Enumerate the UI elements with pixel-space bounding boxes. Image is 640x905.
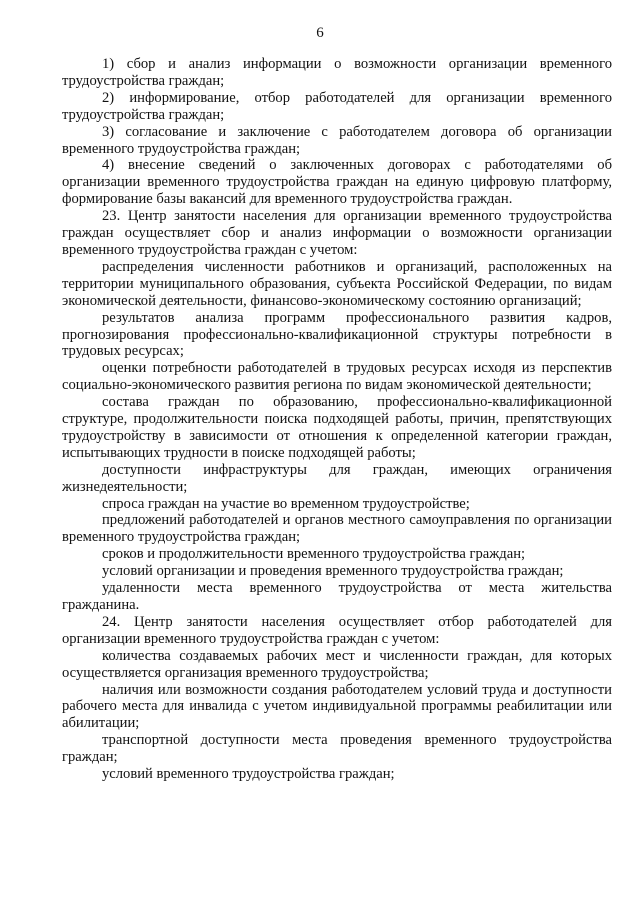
paragraph-distance: удаленности места временного трудоустройства от места жительства гражданина. bbox=[62, 580, 612, 613]
paragraph-demand-assessment: оценки потребности работодателей в трудовых ресурсах исходя из перспектив социально-экономического развития региона по видам экономической деятельности; bbox=[62, 360, 612, 394]
paragraph-item-1: 1) сбор и анализ информации о возможности организации временного трудоустройства граждан; bbox=[62, 56, 612, 89]
paragraph-terms-duration: сроков и продолжительности временного трудоустройства граждан; bbox=[102, 546, 526, 563]
document-body bbox=[62, 56, 612, 783]
paragraph-transport-access: транспортной доступности места проведения временного трудоустройства граждан; bbox=[62, 732, 612, 766]
paragraph-citizen-demand: спроса граждан на участие во временном трудоустройстве; bbox=[102, 495, 470, 512]
paragraph-item-4: 4) внесение сведений о заключенных договорах с работодателями об организации временного трудоустройства граждан на единую цифровую платформу, формирование базы вакансий для временного трудоустройства граждан. bbox=[62, 157, 612, 208]
paragraph-infrastructure-access: доступности инфраструктуры для граждан, имеющих ограничения жизнедеятельности; bbox=[62, 461, 612, 495]
paragraph-conditions: условий организации и проведения временного трудоустройства граждан; bbox=[102, 563, 564, 580]
paragraph-clause-24: 24. Центр занятости населения осуществляет отбор работодателей для организации временного трудоустройства граждан с учетом: bbox=[62, 613, 612, 647]
paragraph-analysis-results: результатов анализа программ профессионального развития кадров, прогнозирования профессионально-квалификационной структуры потребности в трудовых ресурсах; bbox=[62, 309, 612, 360]
paragraph-clause-23: 23. Центр занятости населения для организации временного трудоустройства граждан осуществляет сбор и анализ информации о возможности организации временного трудоустройства граждан с учетом: bbox=[62, 208, 612, 258]
paragraph-citizen-composition: состава граждан по образованию, профессионально-квалификационной структуре, продолжительности поиска подходящей работы, причин, препятствующих трудоустройству в зависимости от отношения к определенной категории граждан, испытывающих трудности в поиске подходящей работы; bbox=[62, 394, 612, 461]
paragraph-item-3: 3) согласование и заключение с работодателем договора об организации временного трудоустройства граждан; bbox=[62, 123, 612, 157]
paragraph-distribution: распределения численности работников и организаций, расположенных на территории муниципального образования, субъекта Российской Федерации, по видам экономической деятельности, финансово-экономическому состоянию организаций; bbox=[62, 258, 612, 309]
paragraph-employment-conditions: условий временного трудоустройства граждан; bbox=[102, 766, 395, 783]
paragraph-employer-proposals: предложений работодателей и органов местного самоуправления по организации временного трудоустройства граждан; bbox=[62, 512, 612, 546]
paragraph-workplaces-count: количества создаваемых рабочих мест и численности граждан, для которых осуществляется организация временного трудоустройства; bbox=[62, 647, 612, 681]
page-number: 6 bbox=[316, 25, 324, 41]
paragraph-disability-conditions: наличия или возможности создания работодателем условий труда и доступности рабочего места для инвалида с учетом индивидуальной программы реабилитации или абилитации; bbox=[62, 681, 612, 732]
paragraph-item-2: 2) информирование, отбор работодателей для организации временного трудоустройства граждан; bbox=[62, 89, 612, 123]
